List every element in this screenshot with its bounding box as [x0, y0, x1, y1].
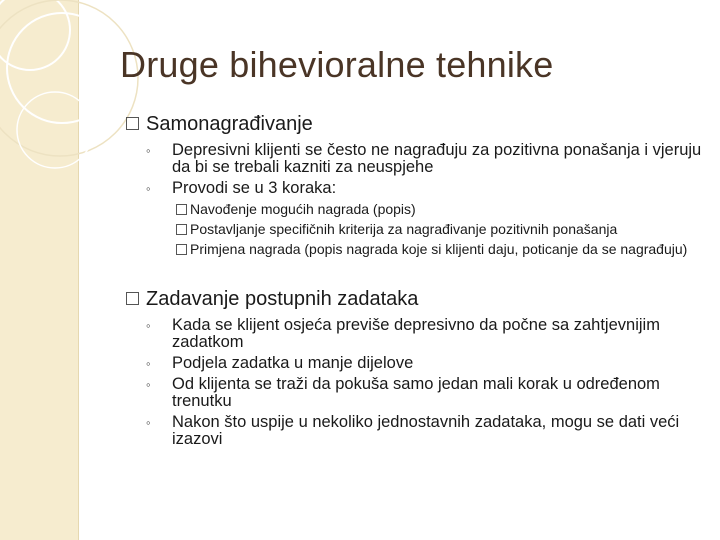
- sub-list-item: [126, 221, 706, 237]
- list-item: [126, 355, 706, 372]
- list-item-text: Provodi se u 3 koraka:: [172, 179, 337, 197]
- list-item-text: Kada se klijent osjeća previše depresivno da počne sa zahtjevnijim zadatkom: [172, 316, 660, 351]
- section-heading: [126, 287, 706, 311]
- ring-bullet-icon: ◦: [146, 181, 151, 196]
- ring-bullet-icon: ◦: [146, 415, 151, 430]
- list-item: [126, 142, 706, 176]
- sub-list-item: [126, 201, 706, 217]
- section-heading: [126, 112, 706, 136]
- section-heading-text: Zadavanje postupnih zadataka: [146, 288, 419, 310]
- section-spacer: [126, 261, 706, 287]
- ring-bullet-icon: ◦: [146, 377, 151, 392]
- ring-bullet-icon: ◦: [146, 318, 151, 333]
- list-item-text: Nakon što uspije u nekoliko jednostavnih zadataka, mogu se dati veći izazovi: [172, 413, 680, 448]
- ring-bullet-icon: ◦: [146, 143, 151, 158]
- slide-content: [126, 112, 706, 452]
- list-item-text: Depresivni klijenti se često ne nagrađuju za pozitivna ponašanja i vjeruju da bi se trebali kazniti za neuspjehe: [172, 141, 702, 176]
- sub-list-item-text: Navođenje mogućih nagrada (popis): [190, 201, 416, 217]
- sub-list-item: [126, 241, 706, 257]
- square-bullet-icon: [176, 224, 187, 235]
- section-heading-text: Samonagrađivanje: [146, 113, 313, 135]
- list-item-text: Podjela zadatka u manje dijelove: [172, 354, 414, 372]
- ring-bullet-icon: ◦: [146, 356, 151, 371]
- square-bullet-icon: [176, 204, 187, 215]
- list-item: [126, 180, 706, 197]
- sub-list-item-text: Postavljanje specifičnih kriterija za nagrađivanje pozitivnih ponašanja: [190, 221, 618, 237]
- list-item-text: Od klijenta se traži da pokuša samo jedan mali korak u određenom trenutku: [172, 375, 660, 410]
- list-item: [126, 317, 706, 351]
- list-item: [126, 414, 706, 448]
- square-bullet-icon: [176, 244, 187, 255]
- list-item: [126, 376, 706, 410]
- square-bullet-icon: [126, 292, 139, 305]
- slide-title: Druge bihevioralne tehnike: [120, 44, 554, 85]
- square-bullet-icon: [126, 117, 139, 130]
- sub-list-item-text: Primjena nagrada (popis nagrada koje si klijenti daju, poticanje da se nagrađuju): [190, 241, 688, 257]
